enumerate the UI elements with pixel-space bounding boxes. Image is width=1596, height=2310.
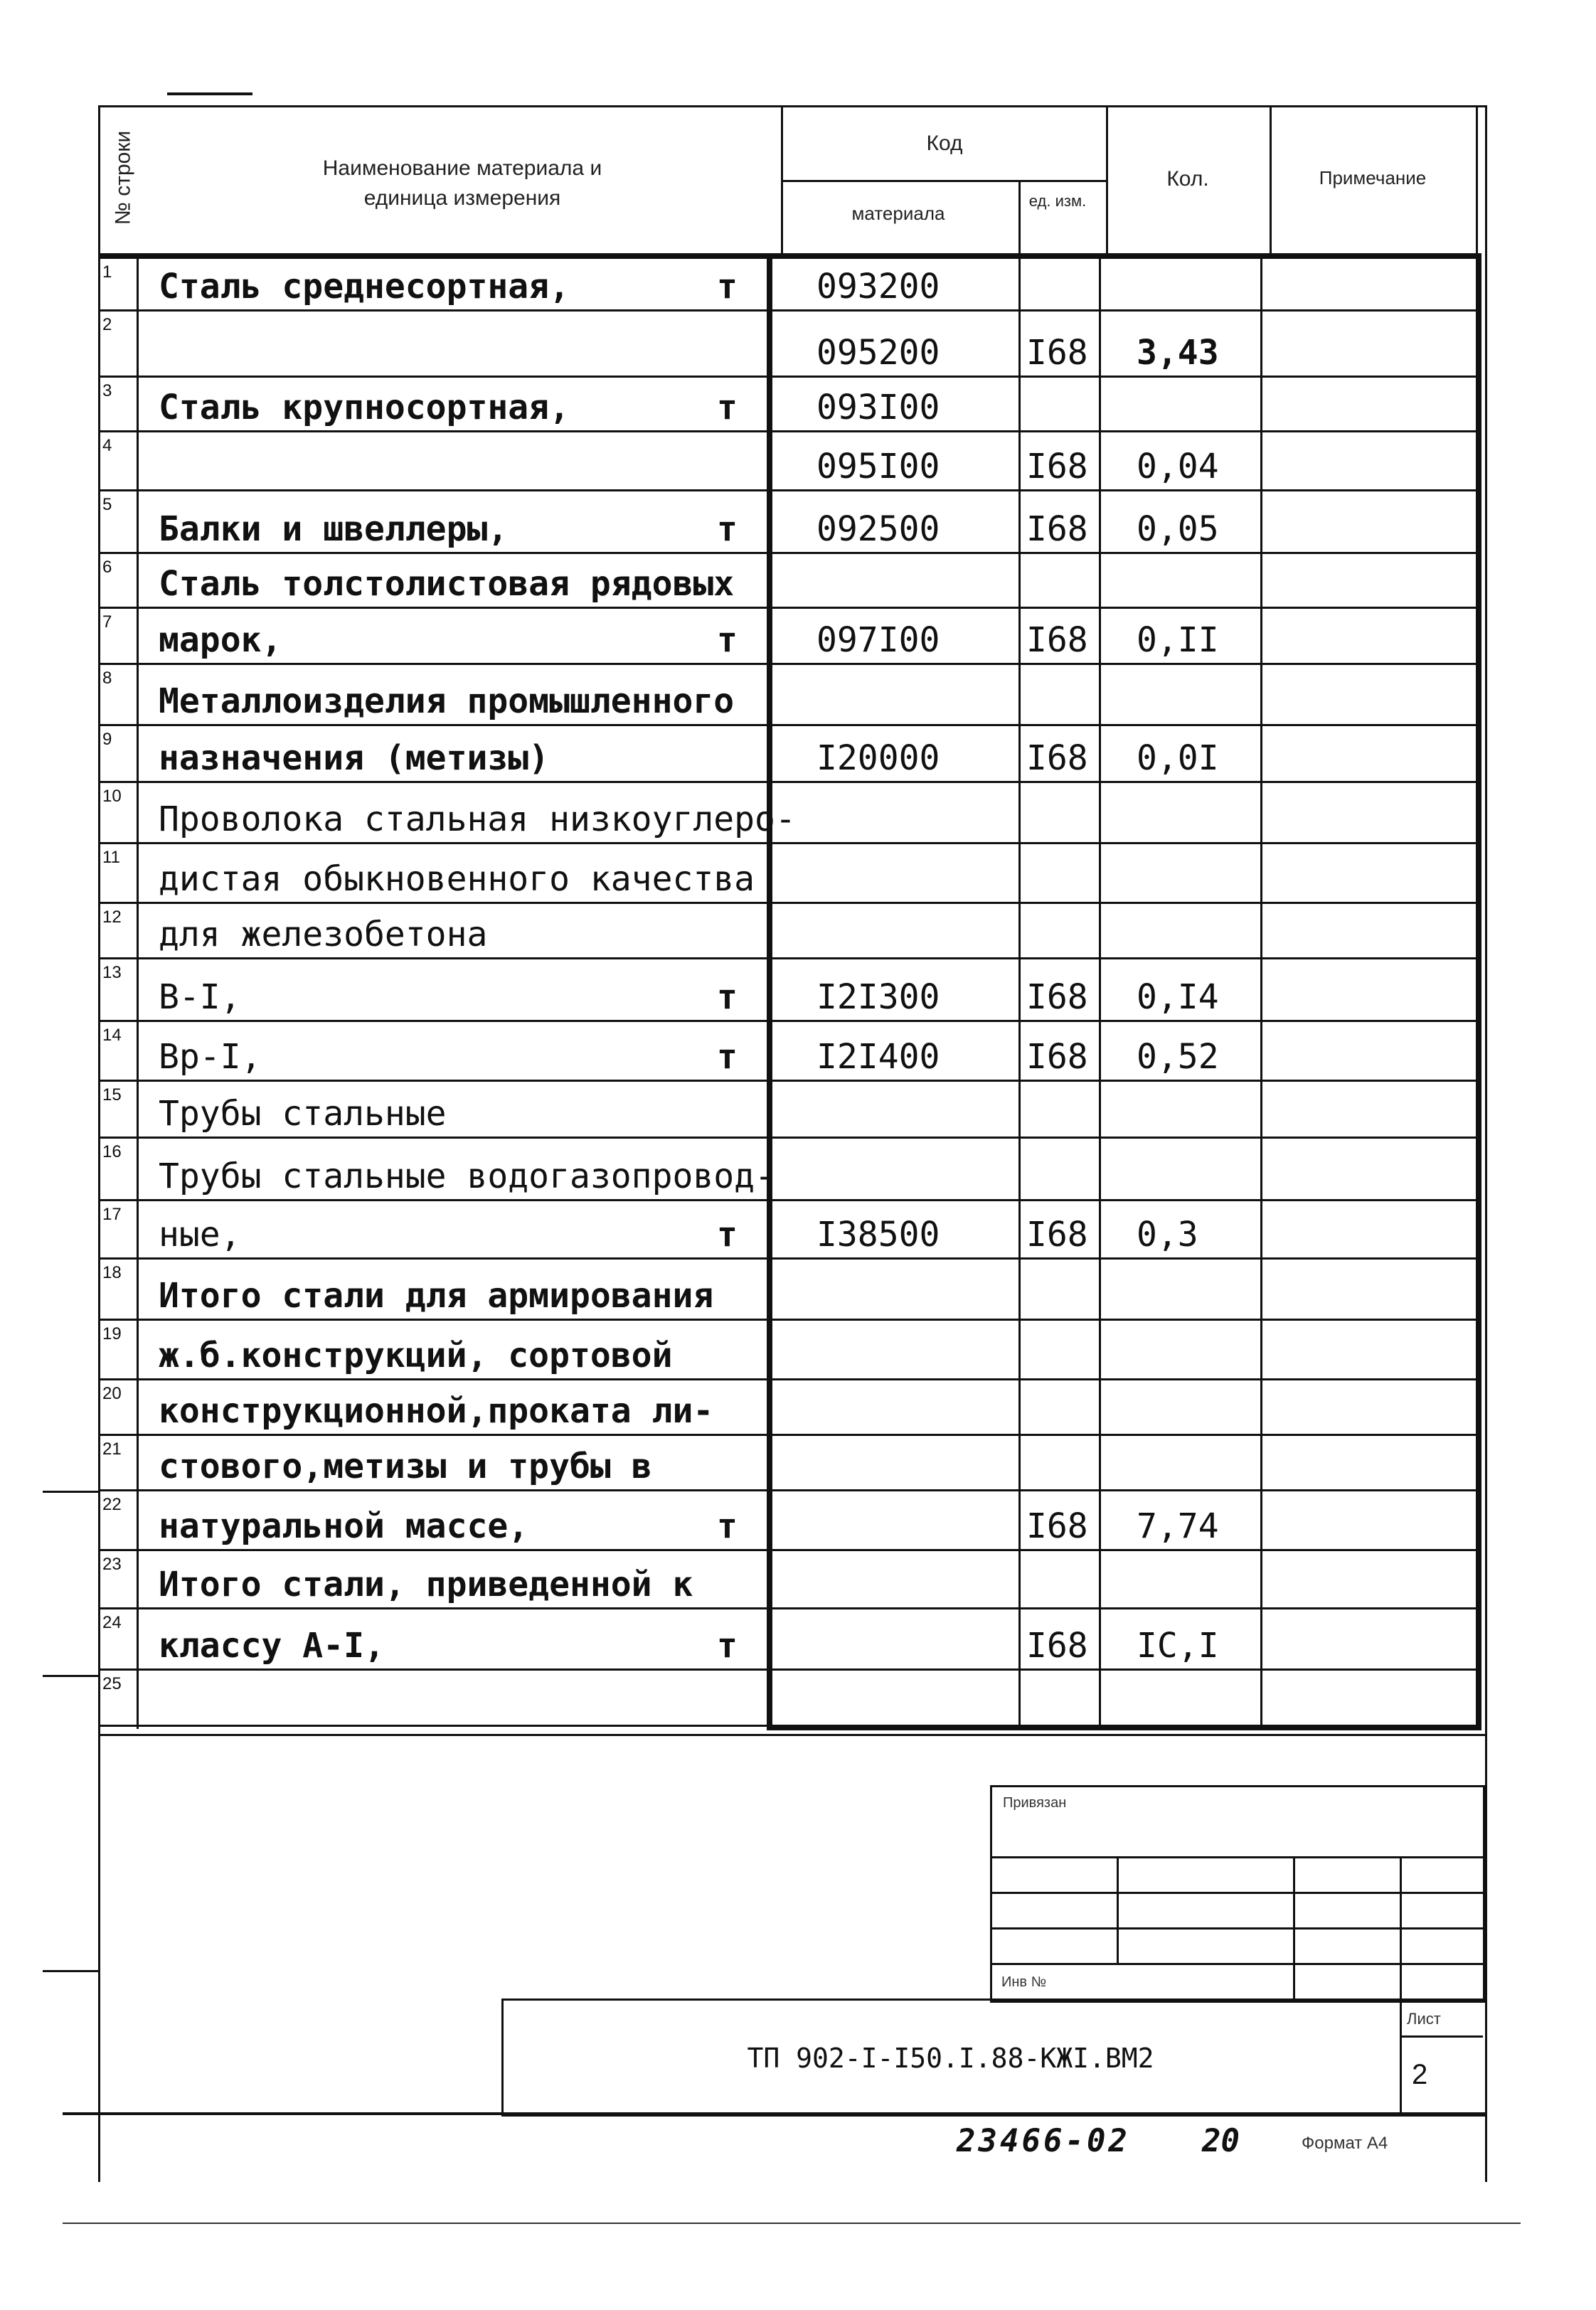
qty-header: Кол. — [1166, 167, 1209, 191]
row-number: 17 — [102, 1205, 122, 1224]
table-row — [98, 1138, 1481, 1201]
quantity: 0,I4 — [1137, 977, 1219, 1017]
table-row — [98, 1435, 1481, 1491]
row-number: 4 — [102, 436, 112, 455]
unit-symbol: т — [717, 267, 738, 307]
material-code: 093I00 — [816, 388, 940, 427]
row-number: 19 — [102, 1324, 122, 1343]
table-row — [98, 782, 1481, 843]
format-label: Формат А4 — [1302, 2134, 1388, 2153]
row-number: 24 — [102, 1613, 122, 1632]
material-name: ж.б.конструкций, сортовой — [159, 1336, 673, 1375]
table-row — [98, 664, 1481, 725]
row-number: 8 — [102, 669, 112, 688]
material-name: марок, — [159, 620, 282, 660]
quantity: 0,04 — [1137, 447, 1219, 486]
row-number: 14 — [102, 1026, 122, 1045]
row-number: 22 — [102, 1495, 122, 1514]
quantity: 0,0I — [1137, 738, 1219, 778]
material-name: Трубы стальные — [159, 1094, 447, 1134]
material-name: классу А-I, — [159, 1626, 385, 1666]
row-number: 6 — [102, 558, 112, 577]
material-name: Проволока стальная низкоуглеро- — [159, 799, 796, 839]
table-row — [98, 1380, 1481, 1435]
material-name: Трубы стальные водогазопровод- — [159, 1156, 775, 1196]
material-name: стового,метизы и трубы в — [159, 1447, 652, 1486]
material-code: 095I00 — [816, 447, 940, 486]
row-number: 5 — [102, 495, 112, 514]
material-name: дистая обыкновенного качества — [159, 859, 755, 899]
row-number: 18 — [102, 1263, 122, 1282]
row-number: 3 — [102, 381, 112, 400]
material-code: I38500 — [816, 1215, 940, 1255]
material-name: Металлоизделия промышленного — [159, 681, 735, 721]
material-name: назначения (метизы) — [159, 738, 550, 778]
unit-symbol: т — [717, 1506, 738, 1546]
unit-code: I68 — [1026, 1506, 1088, 1546]
unit-code: I68 — [1026, 1037, 1088, 1077]
unit-code: I68 — [1026, 738, 1088, 778]
row-number: 23 — [102, 1555, 122, 1574]
unit-symbol: т — [717, 388, 738, 427]
privyazan-label: Привязан — [1003, 1795, 1067, 1811]
unit-code: I68 — [1026, 1626, 1088, 1666]
table-row — [98, 1320, 1481, 1380]
row-number: 20 — [102, 1384, 122, 1403]
unit-code: I68 — [1026, 333, 1088, 373]
unit-code: I68 — [1026, 620, 1088, 660]
unit-code: I68 — [1026, 1215, 1088, 1255]
doc-code: ТП 902-I-I50.I.88-КЖI.ВМ2 — [747, 2043, 1154, 2074]
row-number: 25 — [102, 1674, 122, 1693]
row-number: 16 — [102, 1142, 122, 1161]
material-code: 095200 — [816, 333, 940, 373]
unit-code: I68 — [1026, 977, 1088, 1017]
table-row — [98, 903, 1481, 959]
material-name: Итого стали, приведенной к — [159, 1565, 693, 1604]
table-row — [98, 1021, 1481, 1081]
row-number: 1 — [102, 262, 112, 282]
material-name: ные, — [159, 1215, 241, 1255]
material-name: конструкционной,проката ли- — [159, 1391, 714, 1431]
table-row — [98, 1259, 1481, 1320]
table-row — [98, 608, 1481, 664]
name-header-line2: единица измерения — [363, 186, 561, 210]
name-header-line1: Наименование материала и — [322, 156, 602, 180]
table-row — [98, 1609, 1481, 1670]
row-number: 11 — [102, 848, 120, 867]
quantity: IC,I — [1137, 1626, 1219, 1666]
sheet-label: Лист — [1407, 2010, 1441, 2028]
row-number: 2 — [102, 315, 112, 334]
unit-symbol: т — [717, 509, 738, 549]
quantity: 0,II — [1137, 620, 1219, 660]
inv-no-label: Инв № — [1001, 1974, 1047, 1990]
table-row — [98, 959, 1481, 1021]
material-name: Вр-I, — [159, 1037, 262, 1077]
unit-code: I68 — [1026, 509, 1088, 549]
quantity: 0,3 — [1137, 1215, 1198, 1255]
table-row — [98, 377, 1481, 432]
quantity: 0,52 — [1137, 1037, 1219, 1077]
code-header: Код — [926, 132, 963, 155]
table-row — [98, 1081, 1481, 1138]
material-name: В-I, — [159, 977, 241, 1017]
unit-symbol: т — [717, 1037, 738, 1077]
material-code: 097I00 — [816, 620, 940, 660]
material-name: Сталь среднесортная, — [159, 267, 570, 307]
material-name: натуральной массе, — [159, 1506, 529, 1546]
table-row — [98, 553, 1481, 608]
table-row — [98, 1550, 1481, 1609]
material-name: Балки и швеллеры, — [159, 509, 509, 549]
material-code: 092500 — [816, 509, 940, 549]
table-row — [98, 491, 1481, 553]
material-code: I2I300 — [816, 977, 940, 1017]
row-number-header: № строки — [111, 130, 135, 225]
handwritten-number: 23466-02 — [957, 2123, 1130, 2159]
quantity: 3,43 — [1137, 333, 1219, 373]
material-code: I20000 — [816, 738, 940, 778]
unit-symbol: т — [717, 977, 738, 1017]
row-number: 10 — [102, 787, 122, 806]
unit-symbol: т — [717, 1626, 738, 1666]
row-number: 13 — [102, 963, 122, 982]
material-name: Итого стали для армирования — [159, 1276, 714, 1316]
material-code: 093200 — [816, 267, 940, 307]
handwritten-page: 20 — [1202, 2123, 1240, 2159]
material-name: Сталь крупносортная, — [159, 388, 570, 427]
table-row — [98, 1201, 1481, 1259]
row-number: 21 — [102, 1439, 122, 1459]
sheet-number: 2 — [1412, 2059, 1428, 2090]
row-number: 7 — [102, 612, 112, 632]
material-name: Сталь толстолистовая рядовых — [159, 564, 735, 604]
table-row — [98, 843, 1481, 903]
table-row — [98, 1670, 1481, 1725]
unit-code: I68 — [1026, 447, 1088, 486]
table-row — [98, 311, 1481, 377]
code-material-header: материала — [851, 203, 945, 224]
material-code: I2I400 — [816, 1037, 940, 1077]
table-row — [98, 1491, 1481, 1550]
row-number: 15 — [102, 1085, 122, 1105]
quantity: 7,74 — [1137, 1506, 1219, 1546]
table-row — [98, 258, 1481, 311]
unit-symbol: т — [717, 1215, 738, 1255]
table-row — [98, 725, 1481, 782]
quantity: 0,05 — [1137, 509, 1219, 549]
unit-symbol: т — [717, 620, 738, 660]
code-unit-header: ед. изм. — [1028, 192, 1087, 210]
table-row — [98, 432, 1481, 491]
row-number: 9 — [102, 730, 112, 749]
row-number: 12 — [102, 907, 122, 927]
material-name: для железобетона — [159, 915, 488, 954]
privyazan-box — [990, 1785, 1485, 2003]
note-header: Примечание — [1319, 167, 1427, 188]
